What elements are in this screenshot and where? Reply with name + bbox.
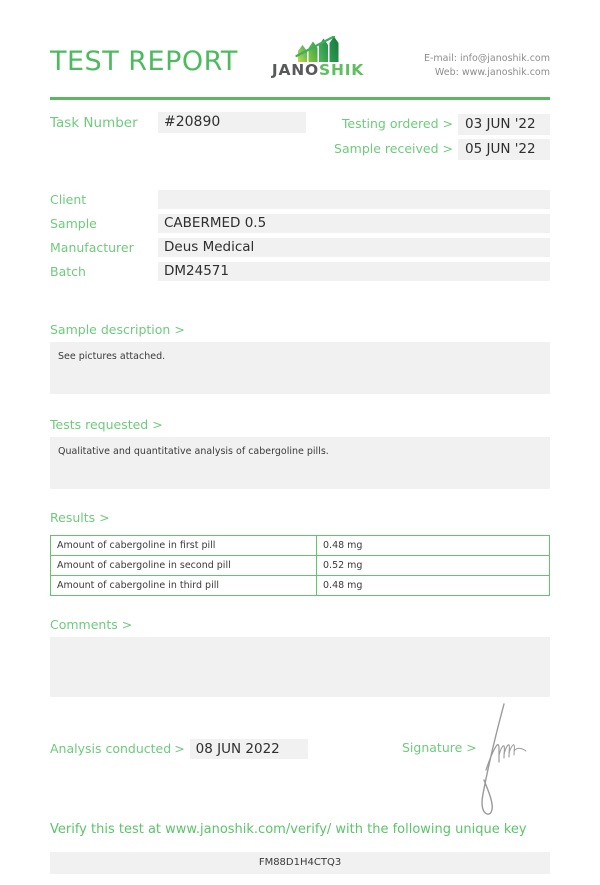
results-title: Results > — [50, 510, 110, 525]
brand-logo — [258, 36, 378, 79]
testing-ordered-caret: > — [442, 116, 453, 131]
comments-box — [50, 637, 550, 697]
sample-description-title: Sample description > — [50, 322, 185, 337]
result-name: Amount of cabergoline in first pill — [51, 536, 317, 556]
sample-description-box: See pictures attached. — [50, 342, 550, 394]
result-value: 0.48 mg — [317, 536, 550, 556]
sample-received-row — [334, 137, 550, 158]
task-block — [50, 112, 550, 162]
page-title: TEST REPORT — [50, 46, 238, 77]
unique-key-bar: FM88D1H4CTQ3 — [50, 852, 550, 874]
sample-received-caret: > — [442, 141, 453, 156]
contact-web: Web: www.janoshik.com — [434, 67, 550, 78]
sample-received-value: 05 JUN '22 — [458, 139, 550, 160]
tests-requested-title: Tests requested > — [50, 417, 163, 432]
testing-ordered-label: Testing ordered — [341, 116, 439, 131]
verify-text: Verify this test at www.janoshik.com/verify/ with the following unique key — [50, 822, 527, 837]
result-value: 0.52 mg — [317, 556, 550, 576]
table-row — [51, 556, 550, 576]
analysis-conducted-label: Analysis conducted — [50, 741, 172, 756]
tests-requested-box: Qualitative and quantitative analysis of cabergoline pills. — [50, 437, 550, 489]
field-label-batch: Batch — [50, 264, 86, 279]
analysis-conducted-row — [50, 738, 308, 758]
field-value-manufacturer: Deus Medical — [158, 238, 550, 257]
field-value-sample: CABERMED 0.5 — [158, 214, 550, 233]
bar-chart-logo-icon — [295, 36, 341, 62]
brand-wordmark — [258, 63, 378, 79]
contact-info — [424, 52, 550, 80]
brand-wordmark-dark: JANO — [271, 61, 319, 79]
field-row-client — [50, 190, 550, 209]
field-label-manufacturer: Manufacturer — [50, 240, 134, 255]
report-header — [50, 36, 550, 98]
signature-label: Signature > — [402, 740, 477, 755]
field-row-batch — [50, 262, 550, 281]
result-value: 0.48 mg — [317, 576, 550, 596]
task-number-value: #20890 — [158, 112, 306, 133]
result-name: Amount of cabergoline in second pill — [51, 556, 317, 576]
field-value-client — [158, 190, 550, 209]
handwritten-signature-icon — [470, 700, 540, 818]
testing-ordered-value: 03 JUN '22 — [458, 114, 550, 135]
testing-ordered-row — [342, 112, 550, 133]
result-name: Amount of cabergoline in third pill — [51, 576, 317, 596]
table-row — [51, 536, 550, 556]
field-value-batch: DM24571 — [158, 262, 550, 281]
analysis-conducted-value: 08 JUN 2022 — [190, 739, 308, 759]
field-label-sample: Sample — [50, 216, 97, 231]
field-label-client: Client — [50, 192, 87, 207]
sample-received-label: Sample received — [334, 141, 439, 156]
table-row — [51, 576, 550, 596]
comments-title: Comments > — [50, 617, 133, 632]
info-fields — [50, 190, 550, 286]
field-row-sample — [50, 214, 550, 233]
results-table — [50, 535, 550, 596]
header-region — [50, 0, 550, 98]
field-row-manufacturer — [50, 238, 550, 257]
task-number-label: Task Number — [50, 115, 138, 131]
header-divider — [50, 97, 550, 100]
brand-wordmark-green: SHIK — [319, 61, 365, 79]
contact-email: E-mail: info@janoshik.com — [423, 53, 550, 64]
analysis-conducted-caret: > — [174, 741, 185, 756]
